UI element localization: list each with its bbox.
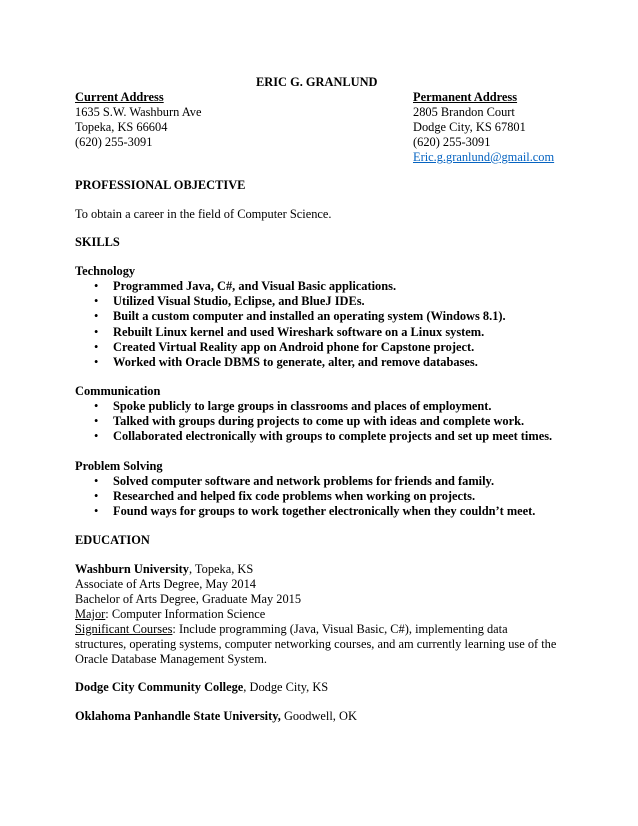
- list-item: [75, 399, 552, 414]
- list-item: [75, 294, 506, 309]
- communication-list: [75, 399, 552, 445]
- objective-text: To obtain a career in the field of Computer Science.: [75, 207, 332, 221]
- list-item-text: Created Virtual Reality app on Android phone for Capstone project.: [113, 339, 475, 354]
- permanent-address-city: Dodge City, KS 67801: [413, 120, 526, 134]
- bullet-icon: •: [94, 414, 99, 429]
- bullet-icon: •: [94, 474, 99, 488]
- permanent-address-phone: (620) 255-3091: [413, 135, 491, 149]
- major-label: Major: [75, 607, 106, 621]
- school-name: Dodge City Community College: [75, 680, 244, 694]
- oklahoma-title: [75, 709, 357, 724]
- current-address-heading: Current Address: [75, 90, 164, 104]
- school-location: Goodwell, OK: [280, 709, 357, 723]
- courses-line-2: structures, operating systems, computer networking courses, and am currently learning use of the: [75, 637, 557, 651]
- email-link[interactable]: Eric.g.granlund@gmail.com: [413, 150, 555, 164]
- list-item: [75, 474, 535, 489]
- courses-line-3: Oracle Database Management System.: [75, 652, 267, 666]
- courses-text: : Include programming (Java, Visual Basic, C#), implementing data: [172, 622, 508, 636]
- bullet-icon: •: [94, 354, 99, 369]
- list-item-text: Solved computer software and network problems for friends and family.: [113, 474, 495, 488]
- list-item-text: Programmed Java, C#, and Visual Basic applications.: [113, 279, 397, 293]
- bullet-icon: •: [94, 294, 99, 309]
- list-item: [75, 340, 506, 355]
- list-item: [75, 504, 535, 519]
- objective-heading: PROFESSIONAL OBJECTIVE: [75, 178, 246, 192]
- list-item: [75, 309, 506, 324]
- list-item-text: Built a custom computer and installed an operating system (Windows 8.1).: [113, 309, 506, 324]
- school-location: , Topeka, KS: [188, 562, 254, 576]
- education-heading: EDUCATION: [75, 533, 150, 547]
- major-value: : Computer Information Science: [105, 607, 266, 621]
- technology-list: [75, 279, 506, 370]
- school-location: , Dodge City, KS: [243, 680, 329, 694]
- list-item-text: Spoke publicly to large groups in classrooms and places of employment.: [113, 399, 492, 413]
- list-item-text: Collaborated electronically with groups to complete projects and set up meet times.: [113, 429, 553, 444]
- skills-heading: SKILLS: [75, 235, 120, 249]
- list-item: [75, 489, 535, 504]
- major-line: [75, 607, 265, 622]
- list-item-text: Rebuilt Linux kernel and used Wireshark software on a Linux system.: [113, 324, 485, 339]
- bullet-icon: •: [94, 504, 99, 519]
- list-item-text: Utilized Visual Studio, Eclipse, and BlueJ IDEs.: [113, 294, 365, 309]
- list-item: [75, 429, 552, 444]
- list-item-text: Researched and helped fix code problems when working on projects.: [113, 489, 476, 504]
- permanent-address-heading: Permanent Address: [413, 90, 518, 104]
- bullet-icon: •: [94, 339, 99, 354]
- bullet-icon: •: [94, 279, 99, 293]
- resume-name: ERIC G. GRANLUND: [256, 75, 378, 89]
- bullet-icon: •: [94, 489, 99, 504]
- school-name: Washburn University: [75, 562, 189, 576]
- list-item: [75, 279, 506, 294]
- washburn-title: [75, 562, 253, 577]
- degree-bachelor: Bachelor of Arts Degree, Graduate May 2015: [75, 592, 302, 606]
- bullet-icon: •: [94, 399, 99, 413]
- list-item-text: Worked with Oracle DBMS to generate, alter, and remove databases.: [113, 354, 478, 369]
- school-name: Oklahoma Panhandle State University,: [75, 709, 281, 723]
- technology-heading: Technology: [75, 264, 136, 278]
- current-address-phone: (620) 255-3091: [75, 135, 153, 149]
- communication-heading: Communication: [75, 384, 161, 398]
- bullet-icon: •: [94, 429, 99, 444]
- degree-associate: Associate of Arts Degree, May 2014: [75, 577, 256, 591]
- current-address-street: 1635 S.W. Washburn Ave: [75, 105, 202, 119]
- problem-solving-list: [75, 474, 535, 520]
- list-item-text: Found ways for groups to work together electronically when they couldn’t meet.: [113, 504, 536, 519]
- current-address-city: Topeka, KS 66604: [75, 120, 168, 134]
- problem-solving-heading: Problem Solving: [75, 459, 163, 473]
- list-item: [75, 325, 506, 340]
- courses-line-1: [75, 622, 508, 637]
- list-item: [75, 414, 552, 429]
- bullet-icon: •: [94, 309, 99, 324]
- list-item: [75, 355, 506, 370]
- courses-label: Significant Courses: [75, 622, 173, 636]
- permanent-address-street: 2805 Brandon Court: [413, 105, 515, 119]
- list-item-text: Talked with groups during projects to come up with ideas and complete work.: [113, 414, 525, 429]
- dodge-title: [75, 680, 328, 695]
- bullet-icon: •: [94, 324, 99, 339]
